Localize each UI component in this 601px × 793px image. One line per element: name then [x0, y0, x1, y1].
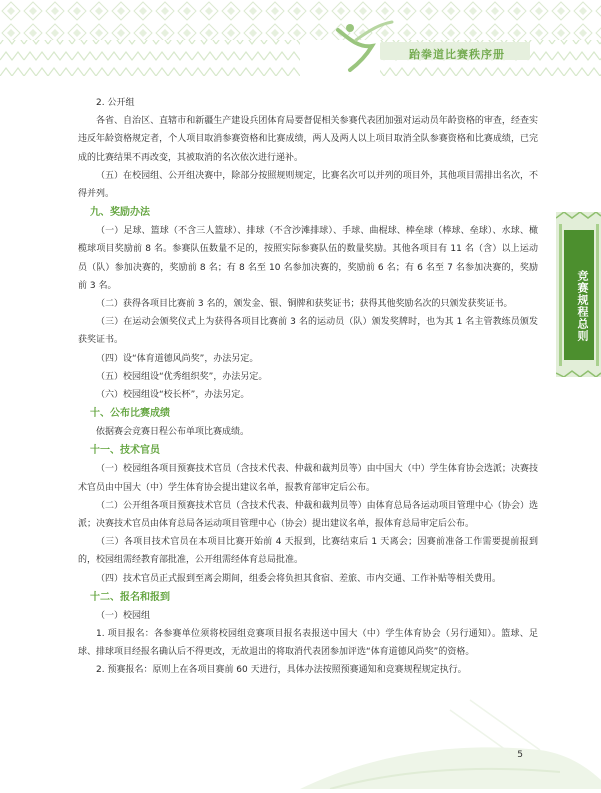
section-heading: 九、奖励办法 — [90, 207, 150, 219]
paragraph: （六）校园组设“校长杯”，办法另定。 — [96, 390, 250, 401]
paragraph: 各省、自治区、直辖市和新疆生产建设兵团体育局要督促相关参赛代表团加强对运动员年龄资格的审查，经查实违反年龄资格规定者，个人项目取消参赛资格和比赛成绩，两人及两人以上项目取消全队参赛资格和比赛成绩，已完成的比赛结果不再改变，其被取消的名次依次进行递补。 — [78, 116, 538, 163]
paragraph: 2. 预赛报名：原则上在各项目赛前 60 天进行，具体办法按照预赛通知和竞赛规程规定执行。 — [96, 665, 467, 676]
header-title: 跆拳道比赛秩序册 — [409, 48, 505, 61]
page-number: 5 — [517, 750, 523, 760]
paragraph: （三）在运动会颁奖仪式上为获得各项目比赛前 3 名的运动员（队）颁发奖牌时，也为其 1 名主管教练员颁发获奖证书。 — [78, 317, 538, 346]
bottom-decoration — [0, 680, 601, 789]
paragraph: （四）设“体育道德风尚奖”，办法另定。 — [96, 353, 259, 364]
paragraph: （一）校园组 — [96, 610, 151, 621]
paragraph: （四）技术官员正式报到至离会期间，组委会将负担其食宿、差旅、市内交通、工作补贴等相关费用。 — [96, 573, 502, 584]
header-banner — [0, 0, 601, 82]
header-pattern — [0, 0, 601, 82]
paragraph: （二）公开组各项目预赛技术官员（含技术代表、仲裁和裁判员等）由体育总局各运动项目管理中心（协会）选派；决赛技术官员由体育总局各运动项目管理中心（协会）提出建议名单，报体育总局审定后公布。 — [78, 500, 538, 530]
paragraph: （三）各项目技术官员在本项目比赛开始前 4 天报到，比赛结束后 1 天离会；因赛前准备工作需要提前报到的，校园组需经教育部批准，公开组需经体育总局批准。 — [78, 537, 538, 566]
section-heading: 十一、技术官员 — [90, 445, 160, 457]
document-body — [78, 94, 538, 680]
paragraph: （一）校园组各项目预赛技术官员（含技术代表、仲裁和裁判员等）由中国大（中）学生体育协会选派；决赛技术官员由中国大（中）学生体育协会提出建议名单，报教育部审定后公布。 — [78, 464, 538, 493]
paragraph: 2. 公开组 — [96, 98, 135, 108]
paragraph: （一）足球、篮球（不含三人篮球）、排球（不含沙滩排球）、手球、曲棍球、棒垒球（棒球、垒球）、水球、橄榄球项目奖励前 8 名。参赛队伍数量不足的，按照实际参赛队伍的数量奖励。其他各项目有 11 名（含）以上运动员（队）参加决赛的，奖励前 8 名；有 8 名至 10 名参加决赛的，奖励前 6 名；有 6 名至 7 名参加决赛的，奖励前 3 名。 — [78, 226, 538, 291]
side-tab-label: 竞赛规程总则 — [576, 270, 589, 342]
section-heading: 十、公布比赛成绩 — [90, 408, 170, 420]
paragraph: （五）校园组设“优秀组织奖”，办法另定。 — [96, 371, 268, 382]
paragraph: （二）获得各项目比赛前 3 名的，颁发金、银、铜牌和获奖证书；获得其他奖励名次的只颁发获奖证书。 — [96, 299, 513, 310]
paragraph: 依据赛会竞赛日程公布单项比赛成绩。 — [96, 427, 250, 438]
section-heading: 十二、报名和报到 — [90, 591, 170, 603]
paragraph: （五）在校园组、公开组决赛中，除部分按照规则规定，比赛名次可以并列的项目外，其他项目需排出名次，不得并列。 — [78, 170, 538, 200]
paragraph: 1. 项目报名：各参赛单位须将校园组竞赛项目报名表报送中国大（中）学生体育协会（另行通知）。篮球、足球、排球项目经报名确认后不得更改，无故退出的将取消代表团参加评选“体育道德风尚奖”的资格。 — [78, 629, 538, 658]
